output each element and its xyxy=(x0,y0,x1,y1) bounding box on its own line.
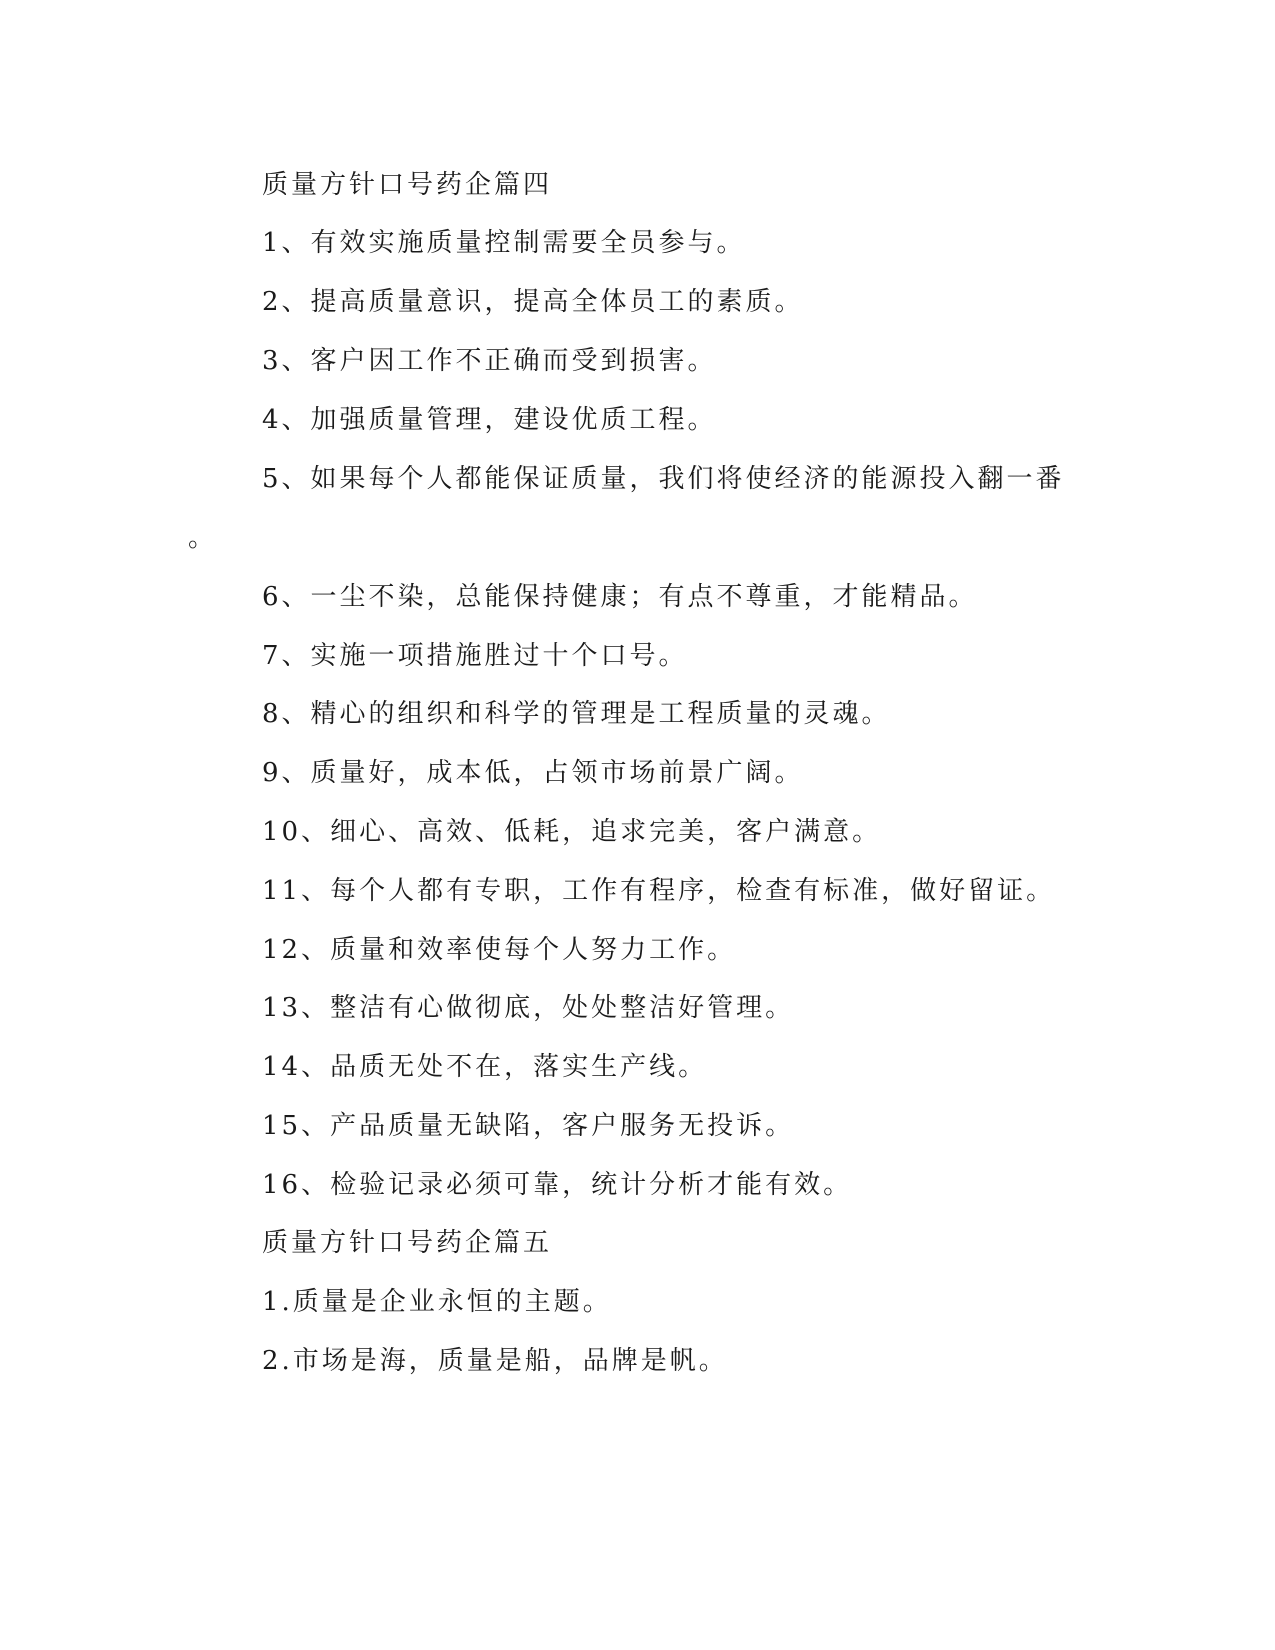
section-heading-5: 质量方针口号药企篇五 xyxy=(262,1228,553,1258)
list-item: 10、细心、高效、低耗，追求完美，客户满意。 xyxy=(262,817,882,847)
list-item: 4、加强质量管理，建设优质工程。 xyxy=(262,405,717,435)
section-heading-4: 质量方针口号药企篇四 xyxy=(262,170,553,200)
list-item: 14、品质无处不在，落实生产线。 xyxy=(262,1052,708,1082)
list-item: 1、有效实施质量控制需要全员参与。 xyxy=(262,228,746,258)
list-item: 5、如果每个人都能保证质量，我们将使经济的能源投入翻一番 xyxy=(262,464,1065,494)
list-item: 15、产品质量无缺陷，客户服务无投诉。 xyxy=(262,1111,795,1141)
list-item: 16、检验记录必须可靠，统计分析才能有效。 xyxy=(262,1170,853,1200)
list-item: 12、质量和效率使每个人努力工作。 xyxy=(262,935,737,965)
list-item: 7、实施一项措施胜过十个口号。 xyxy=(262,641,688,671)
list-item: 6、一尘不染，总能保持健康；有点不尊重，才能精品。 xyxy=(262,582,978,612)
list-item: 2、提高质量意识，提高全体员工的素质。 xyxy=(262,287,804,317)
list-item: 2.市场是海，质量是船，品牌是帆。 xyxy=(262,1346,728,1376)
list-item-continuation: 。 xyxy=(188,523,218,553)
list-item: 9、质量好，成本低，占领市场前景广阔。 xyxy=(262,758,804,788)
list-item: 1.质量是企业永恒的主题。 xyxy=(262,1287,612,1317)
list-item: 3、客户因工作不正确而受到损害。 xyxy=(262,346,717,376)
list-item: 11、每个人都有专职，工作有程序，检查有标准，做好留证。 xyxy=(262,876,1056,906)
list-item: 13、整洁有心做彻底，处处整洁好管理。 xyxy=(262,993,795,1023)
list-item: 8、精心的组织和科学的管理是工程质量的灵魂。 xyxy=(262,699,891,729)
